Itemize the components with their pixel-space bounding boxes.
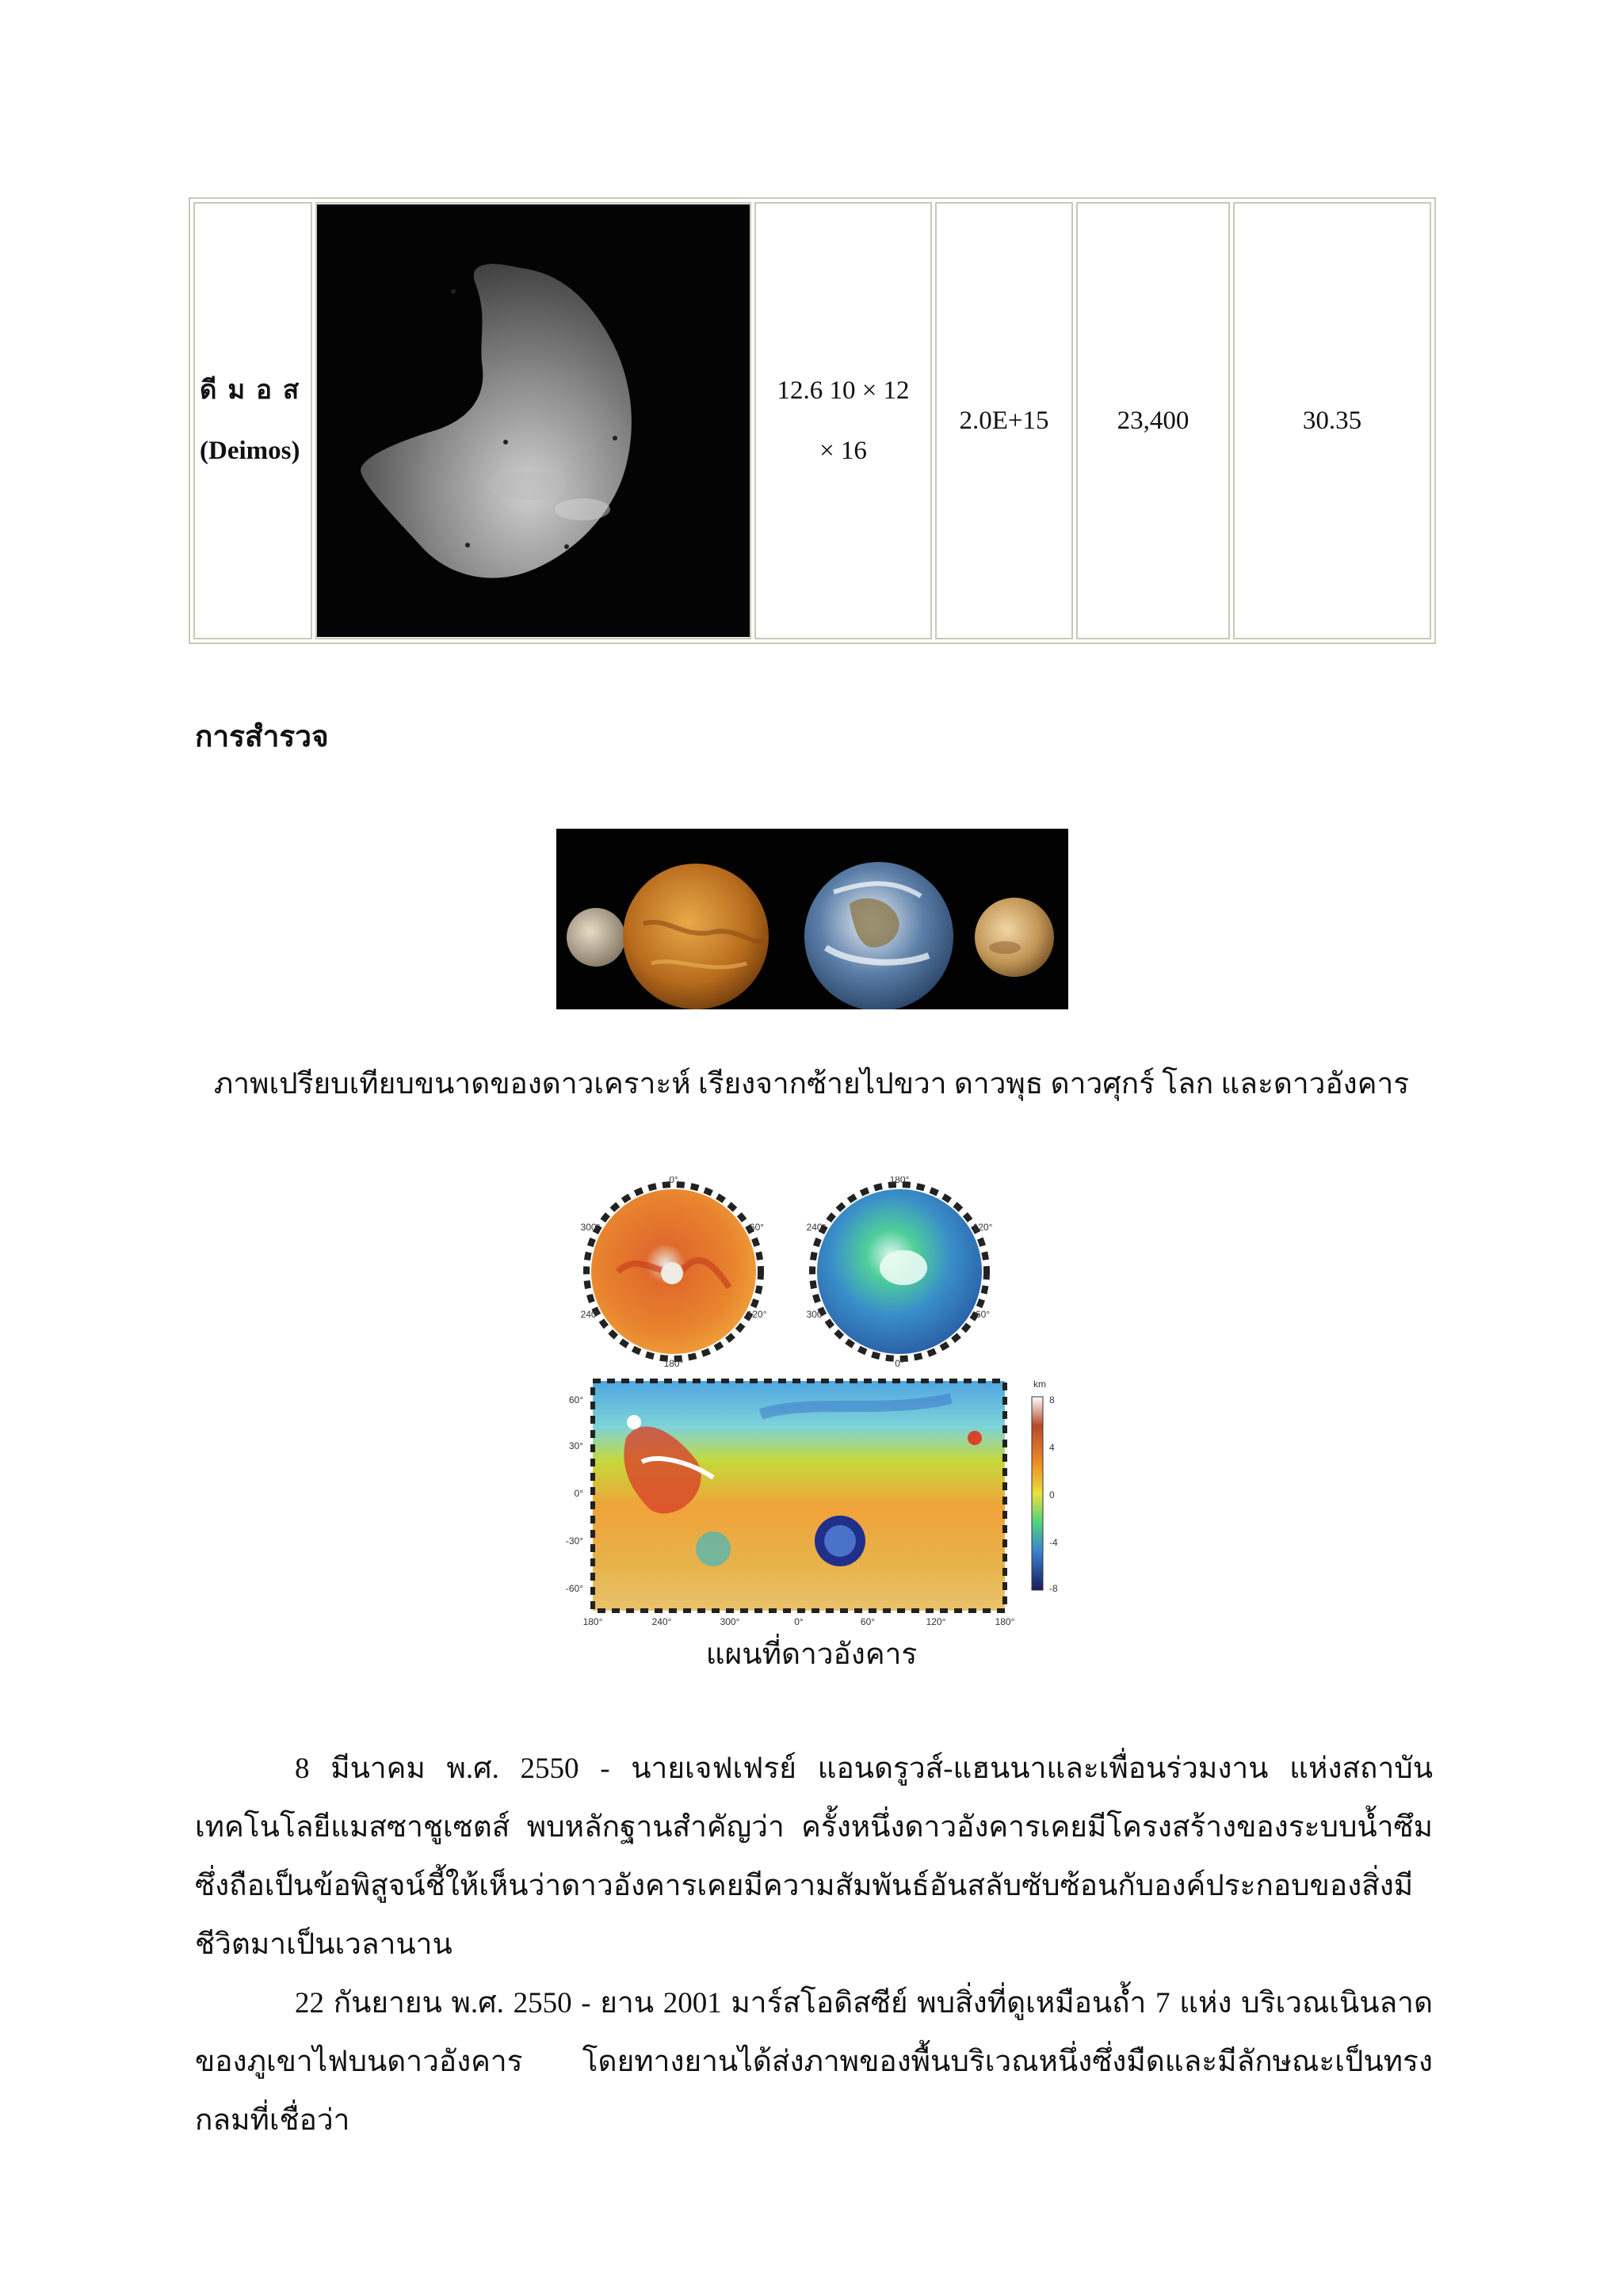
section-heading: การสำรวจ: [195, 721, 329, 753]
north-lon-label: 60°: [749, 1222, 765, 1233]
planet-comparison-image: [556, 829, 1068, 1009]
lon-label: 240°: [651, 1616, 672, 1627]
moon-orbit-period-cell: 30.35: [1233, 202, 1431, 639]
south-lon-label: 240°: [806, 1222, 827, 1233]
lat-label: 0°: [574, 1488, 583, 1499]
lon-label: 300°: [720, 1616, 740, 1627]
north-lon-label: 300°: [580, 1222, 601, 1233]
scale-label: -8: [1049, 1583, 1058, 1594]
north-lon-label: 0°: [669, 1177, 678, 1185]
scale-label: -4: [1049, 1537, 1058, 1548]
deimos-image: [317, 204, 750, 637]
moon-data-table: [189, 197, 1436, 644]
moon-image-cell: [315, 202, 751, 639]
mars-topography-map: [555, 1177, 1070, 1632]
south-lon-label: 180°: [889, 1177, 910, 1185]
north-lon-label: 240°: [580, 1309, 601, 1320]
paragraph-text: 8 มีนาคม พ.ศ. 2550 - นายเจฟเฟรย์ แอนดรูวส์-แฮนนาและเพื่อนร่วมงาน แห่งสถาบันเทคโนโลยีแมสซาชูเซตส์ พบหลักฐานสำคัญว่า ครั้งหนึ่งดาวอังคารเคยมีโครงสร้างของระบบน้ำซึม ซึ่งถือเป็นข้อพิสูจน์ชี้ให้เห็นว่าดาวอังคารเคยมีความสัมพันธ์อันสลับซับซ้อนกับองค์ประกอบของสิ่งมีชีวิตมาเป็นเวลานาน: [195, 1753, 1433, 1961]
south-polar-map: [807, 1177, 993, 1369]
north-lon-label: 180°: [663, 1358, 684, 1369]
lon-label: 180°: [582, 1616, 603, 1627]
mars-planet: [975, 898, 1054, 977]
paragraph: [195, 1974, 1433, 2150]
scale-unit: km: [1033, 1379, 1046, 1390]
scale-label: 4: [1049, 1442, 1055, 1453]
south-lon-label: 120°: [972, 1222, 993, 1233]
table-row: [193, 202, 1431, 639]
south-lon-label: 0°: [895, 1358, 904, 1369]
lon-label: 60°: [860, 1616, 876, 1627]
paragraph: [195, 1740, 1433, 1974]
lon-label: 180°: [995, 1616, 1015, 1627]
south-lon-label: 60°: [975, 1309, 991, 1320]
moon-name-cell: [193, 202, 312, 639]
south-lon-label: 300°: [806, 1309, 827, 1320]
moon-dimensions-line1: 12.6 10 × 12: [777, 376, 910, 405]
scale-label: 0: [1049, 1489, 1055, 1501]
lat-label: -30°: [565, 1535, 583, 1547]
map-figure-caption: แผนที่ดาวอังคาร: [705, 1638, 918, 1671]
moon-mass-cell: 2.0E+15: [935, 202, 1073, 639]
paragraph-text: 22 กันยายน พ.ศ. 2550 - ยาน 2001 มาร์สโอดิสซีย์ พบสิ่งที่ดูเหมือนถ้ำ 7 แห่ง บริเวณเนินลาดของภูเขาไฟบนดาวอังคาร โดยทางยานได้ส่งภาพของพื้นบริเวณหนึ่งซึ่งมืดและมีลักษณะเป็นทรงกลมที่เชื่อว่า: [195, 1987, 1433, 2137]
scale-label: 8: [1049, 1394, 1055, 1405]
equatorial-map: [566, 1381, 1015, 1627]
lon-label: 120°: [926, 1616, 946, 1627]
lat-label: 30°: [568, 1440, 583, 1451]
lat-label: -60°: [565, 1583, 583, 1594]
moon-dimensions-line2: × 16: [819, 437, 867, 465]
lon-label: 0°: [794, 1616, 804, 1627]
moon-name-thai: ดีมอส: [200, 376, 311, 405]
lat-label: 60°: [568, 1394, 583, 1405]
moon-orbit-distance-cell: 23,400: [1076, 202, 1230, 639]
moon-dimensions-cell: [754, 202, 932, 639]
mercury-planet: [567, 908, 625, 967]
north-polar-map: [581, 1177, 767, 1369]
elevation-scale: [1032, 1379, 1058, 1594]
moon-name-english: (Deimos): [200, 437, 300, 465]
planet-figure-caption: ภาพเปรียบเทียบขนาดของดาวเคราะห์ เรียงจากซ้ายไปขวา ดาวพุธ ดาวศุกร์ โลก และดาวอังคาร: [213, 1068, 1410, 1100]
north-lon-label: 120°: [747, 1309, 767, 1320]
